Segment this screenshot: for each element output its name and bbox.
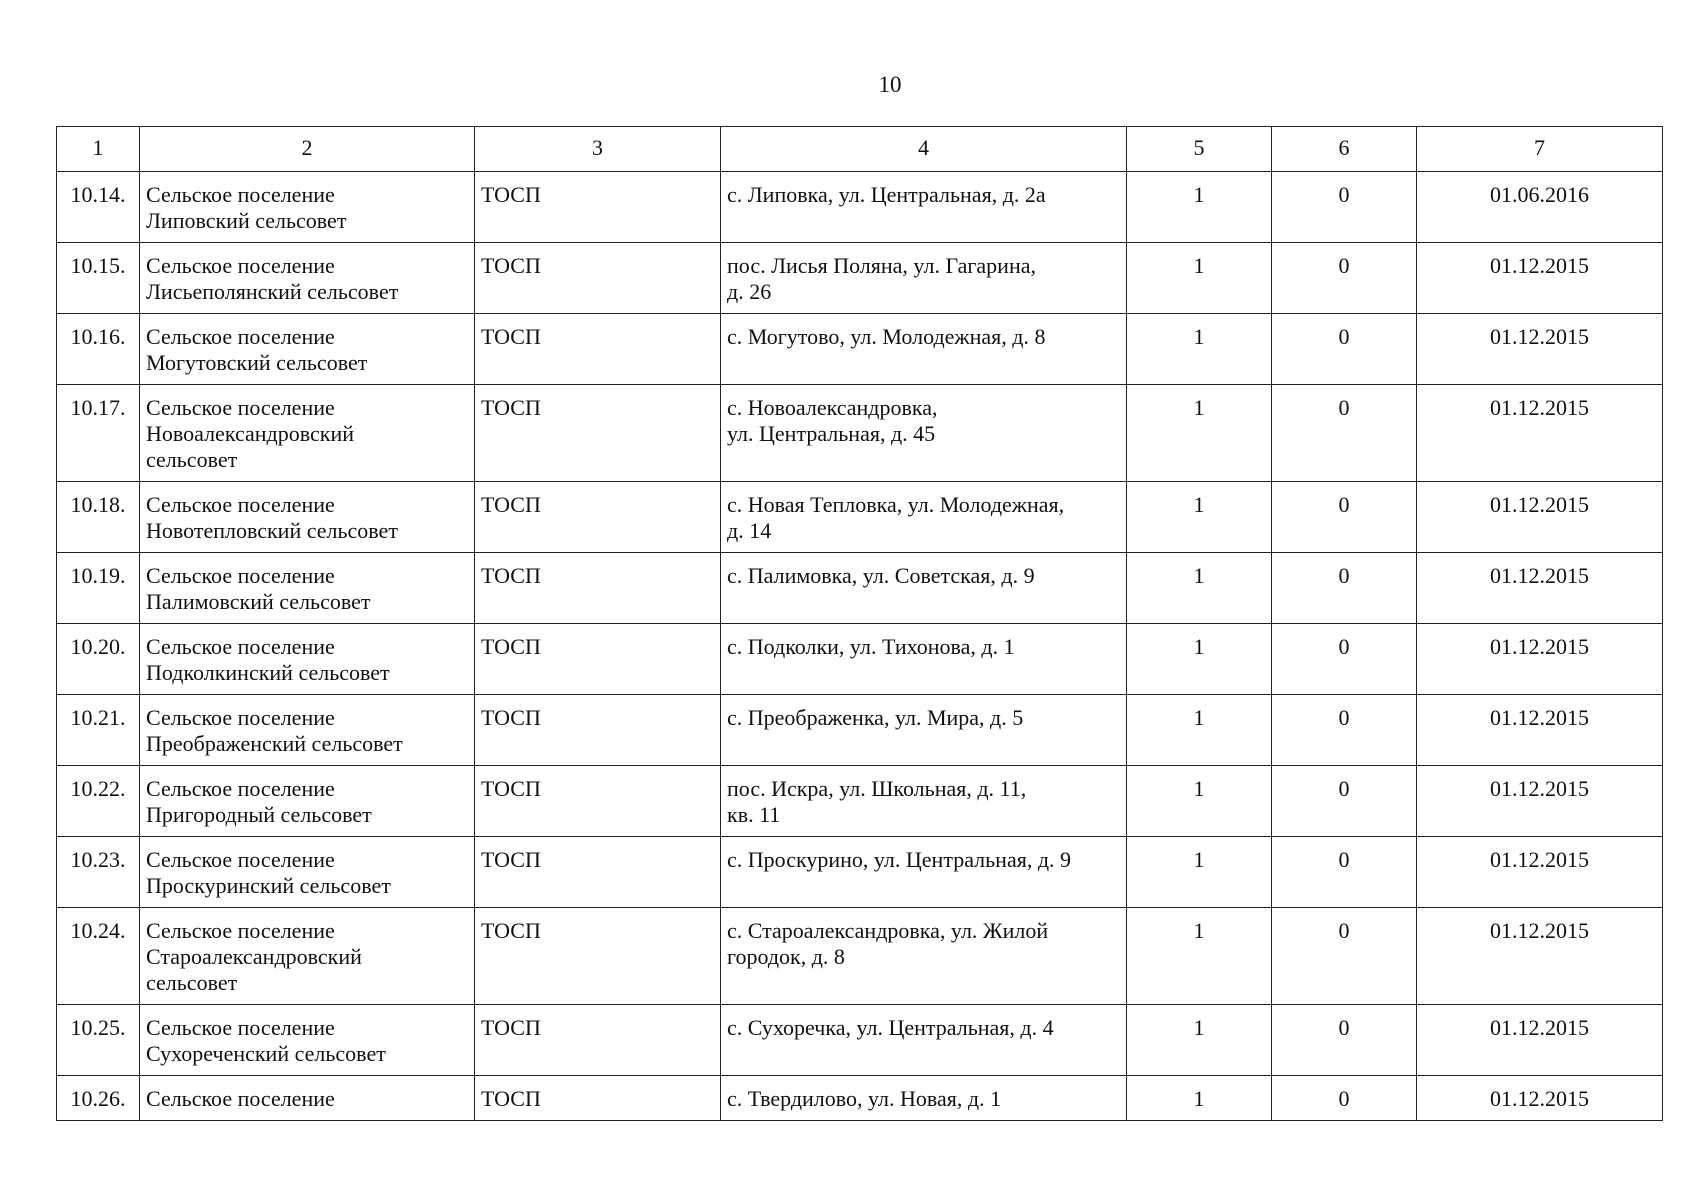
header-col-7: 7: [1417, 127, 1663, 172]
col5-cell: 1: [1127, 314, 1272, 385]
col6-cell: 0: [1272, 385, 1417, 482]
address-line: городок, д. 8: [727, 944, 845, 969]
col6-cell: 0: [1272, 243, 1417, 314]
table-row: [57, 553, 1663, 624]
date-cell: 01.12.2015: [1417, 837, 1663, 908]
address-line: с. Преображенка, ул. Мира, д. 5: [727, 705, 1024, 730]
address-line: с. Староалександровка, ул. Жилой: [727, 918, 1049, 943]
settlement-name-cell: [140, 172, 475, 243]
row-number: 10.19.: [57, 553, 140, 624]
address-cell: [721, 243, 1127, 314]
address-cell: [721, 1076, 1127, 1121]
date-cell: 01.12.2015: [1417, 1076, 1663, 1121]
settlement-name-line: Липовский сельсовет: [146, 208, 347, 233]
settlement-name-line: сельсовет: [146, 970, 238, 995]
settlement-name-cell: [140, 1005, 475, 1076]
settlement-name-line: Сельское поселение: [146, 705, 335, 730]
settlement-name-cell: [140, 695, 475, 766]
type-cell: ТОСП: [475, 553, 721, 624]
table-row: [57, 766, 1663, 837]
settlement-name-line: Преображенский сельсовет: [146, 731, 403, 756]
settlement-name-line: Сельское поселение: [146, 1015, 335, 1040]
address-cell: [721, 837, 1127, 908]
col6-cell: 0: [1272, 553, 1417, 624]
settlement-name-line: Подколкинский сельсовет: [146, 660, 390, 685]
address-cell: [721, 385, 1127, 482]
address-line: пос. Лисья Поляна, ул. Гагарина,: [727, 253, 1036, 278]
settlement-name-line: Новоалександровский: [146, 421, 354, 446]
row-number: 10.25.: [57, 1005, 140, 1076]
settlement-name-line: Могутовский сельсовет: [146, 350, 368, 375]
settlements-table: [56, 126, 1663, 1121]
address-cell: [721, 314, 1127, 385]
address-line: кв. 11: [727, 802, 781, 827]
type-cell: ТОСП: [475, 243, 721, 314]
table-row: [57, 314, 1663, 385]
header-col-4: 4: [721, 127, 1127, 172]
settlement-name-line: Сельское поселение: [146, 182, 335, 207]
address-line: с. Могутово, ул. Молодежная, д. 8: [727, 324, 1046, 349]
settlement-name-line: Проскуринский сельсовет: [146, 873, 391, 898]
row-number: 10.22.: [57, 766, 140, 837]
type-cell: ТОСП: [475, 1076, 721, 1121]
table-row: [57, 482, 1663, 553]
table-row: [57, 908, 1663, 1005]
col6-cell: 0: [1272, 624, 1417, 695]
date-cell: 01.12.2015: [1417, 624, 1663, 695]
col5-cell: 1: [1127, 766, 1272, 837]
address-cell: [721, 624, 1127, 695]
col5-cell: 1: [1127, 908, 1272, 1005]
date-cell: 01.12.2015: [1417, 243, 1663, 314]
settlement-name-line: Сельское поселение: [146, 634, 335, 659]
settlement-name-line: Староалександровский: [146, 944, 362, 969]
settlement-name-cell: [140, 385, 475, 482]
address-cell: [721, 908, 1127, 1005]
date-cell: 01.12.2015: [1417, 553, 1663, 624]
row-number: 10.21.: [57, 695, 140, 766]
type-cell: ТОСП: [475, 766, 721, 837]
address-line: д. 14: [727, 518, 772, 543]
date-cell: 01.12.2015: [1417, 695, 1663, 766]
date-cell: 01.12.2015: [1417, 385, 1663, 482]
address-cell: [721, 482, 1127, 553]
type-cell: ТОСП: [475, 695, 721, 766]
date-cell: 01.12.2015: [1417, 1005, 1663, 1076]
settlement-name-cell: [140, 553, 475, 624]
type-cell: ТОСП: [475, 908, 721, 1005]
address-line: с. Палимовка, ул. Советская, д. 9: [727, 563, 1035, 588]
header-col-5: 5: [1127, 127, 1272, 172]
settlement-name-cell: [140, 482, 475, 553]
col5-cell: 1: [1127, 553, 1272, 624]
row-number: 10.16.: [57, 314, 140, 385]
row-number: 10.24.: [57, 908, 140, 1005]
row-number: 10.23.: [57, 837, 140, 908]
address-line: с. Подколки, ул. Тихонова, д. 1: [727, 634, 1015, 659]
address-cell: [721, 172, 1127, 243]
address-line: с. Твердилово, ул. Новая, д. 1: [727, 1086, 1002, 1111]
settlement-name-cell: [140, 766, 475, 837]
col5-cell: 1: [1127, 243, 1272, 314]
row-number: 10.18.: [57, 482, 140, 553]
row-number: 10.15.: [57, 243, 140, 314]
settlement-name-cell: [140, 908, 475, 1005]
settlement-name-cell: [140, 243, 475, 314]
date-cell: 01.12.2015: [1417, 314, 1663, 385]
header-col-6: 6: [1272, 127, 1417, 172]
address-line: пос. Искра, ул. Школьная, д. 11,: [727, 776, 1027, 801]
table-row: [57, 243, 1663, 314]
row-number: 10.20.: [57, 624, 140, 695]
address-line: с. Проскурино, ул. Центральная, д. 9: [727, 847, 1072, 872]
address-line: с. Новоалександровка,: [727, 395, 938, 420]
settlement-name-line: Сельское поселение: [146, 492, 335, 517]
header-col-2: 2: [140, 127, 475, 172]
table-body: [57, 172, 1663, 1121]
header-col-3: 3: [475, 127, 721, 172]
settlement-name-line: сельсовет: [146, 447, 238, 472]
table-row: [57, 385, 1663, 482]
row-number: 10.17.: [57, 385, 140, 482]
date-cell: 01.12.2015: [1417, 482, 1663, 553]
col5-cell: 1: [1127, 385, 1272, 482]
table-row: [57, 624, 1663, 695]
col5-cell: 1: [1127, 172, 1272, 243]
type-cell: ТОСП: [475, 314, 721, 385]
address-line: с. Сухоречка, ул. Центральная, д. 4: [727, 1015, 1054, 1040]
address-cell: [721, 766, 1127, 837]
type-cell: ТОСП: [475, 172, 721, 243]
table-row: [57, 1076, 1663, 1121]
col6-cell: 0: [1272, 1005, 1417, 1076]
col5-cell: 1: [1127, 695, 1272, 766]
col6-cell: 0: [1272, 908, 1417, 1005]
date-cell: 01.12.2015: [1417, 908, 1663, 1005]
type-cell: ТОСП: [475, 837, 721, 908]
date-cell: 01.06.2016: [1417, 172, 1663, 243]
col6-cell: 0: [1272, 837, 1417, 908]
settlement-name-cell: [140, 624, 475, 695]
settlement-name-line: Пригородный сельсовет: [146, 802, 372, 827]
col5-cell: 1: [1127, 624, 1272, 695]
settlement-name-cell: [140, 314, 475, 385]
address-line: ул. Центральная, д. 45: [727, 421, 936, 446]
col6-cell: 0: [1272, 695, 1417, 766]
settlement-name-line: Сельское поселение: [146, 395, 335, 420]
settlement-name-cell: [140, 1076, 475, 1121]
row-number: 10.26.: [57, 1076, 140, 1121]
col5-cell: 1: [1127, 482, 1272, 553]
type-cell: ТОСП: [475, 482, 721, 553]
settlement-name-line: Сельское поселение: [146, 253, 335, 278]
col6-cell: 0: [1272, 1076, 1417, 1121]
type-cell: ТОСП: [475, 624, 721, 695]
page-number: 10: [878, 72, 902, 97]
col6-cell: 0: [1272, 482, 1417, 553]
table-row: [57, 837, 1663, 908]
settlement-name-cell: [140, 837, 475, 908]
settlement-name-line: Лисьеполянский сельсовет: [146, 279, 399, 304]
settlement-name-line: Палимовский сельсовет: [146, 589, 371, 614]
address-cell: [721, 553, 1127, 624]
settlement-name-line: Сельское поселение: [146, 918, 335, 943]
address-cell: [721, 1005, 1127, 1076]
address-line: с. Липовка, ул. Центральная, д. 2а: [727, 182, 1046, 207]
type-cell: ТОСП: [475, 385, 721, 482]
settlement-name-line: Сухореченский сельсовет: [146, 1041, 386, 1066]
settlement-name-line: Новотепловский сельсовет: [146, 518, 398, 543]
settlement-name-line: Сельское поселение: [146, 324, 335, 349]
col5-cell: 1: [1127, 1076, 1272, 1121]
col6-cell: 0: [1272, 172, 1417, 243]
type-cell: ТОСП: [475, 1005, 721, 1076]
settlement-name-line: Сельское поселение: [146, 776, 335, 801]
header-col-1: 1: [57, 127, 140, 172]
col5-cell: 1: [1127, 1005, 1272, 1076]
address-cell: [721, 695, 1127, 766]
row-number: 10.14.: [57, 172, 140, 243]
settlement-name-line: Сельское поселение: [146, 563, 335, 588]
address-line: д. 26: [727, 279, 772, 304]
col5-cell: 1: [1127, 837, 1272, 908]
table-row: [57, 1005, 1663, 1076]
address-line: с. Новая Тепловка, ул. Молодежная,: [727, 492, 1065, 517]
table-row: [57, 695, 1663, 766]
col6-cell: 0: [1272, 314, 1417, 385]
settlement-name-line: Сельское поселение: [146, 1086, 335, 1111]
date-cell: 01.12.2015: [1417, 766, 1663, 837]
col6-cell: 0: [1272, 766, 1417, 837]
header-row: [57, 127, 1663, 172]
settlement-name-line: Сельское поселение: [146, 847, 335, 872]
table-row: [57, 172, 1663, 243]
